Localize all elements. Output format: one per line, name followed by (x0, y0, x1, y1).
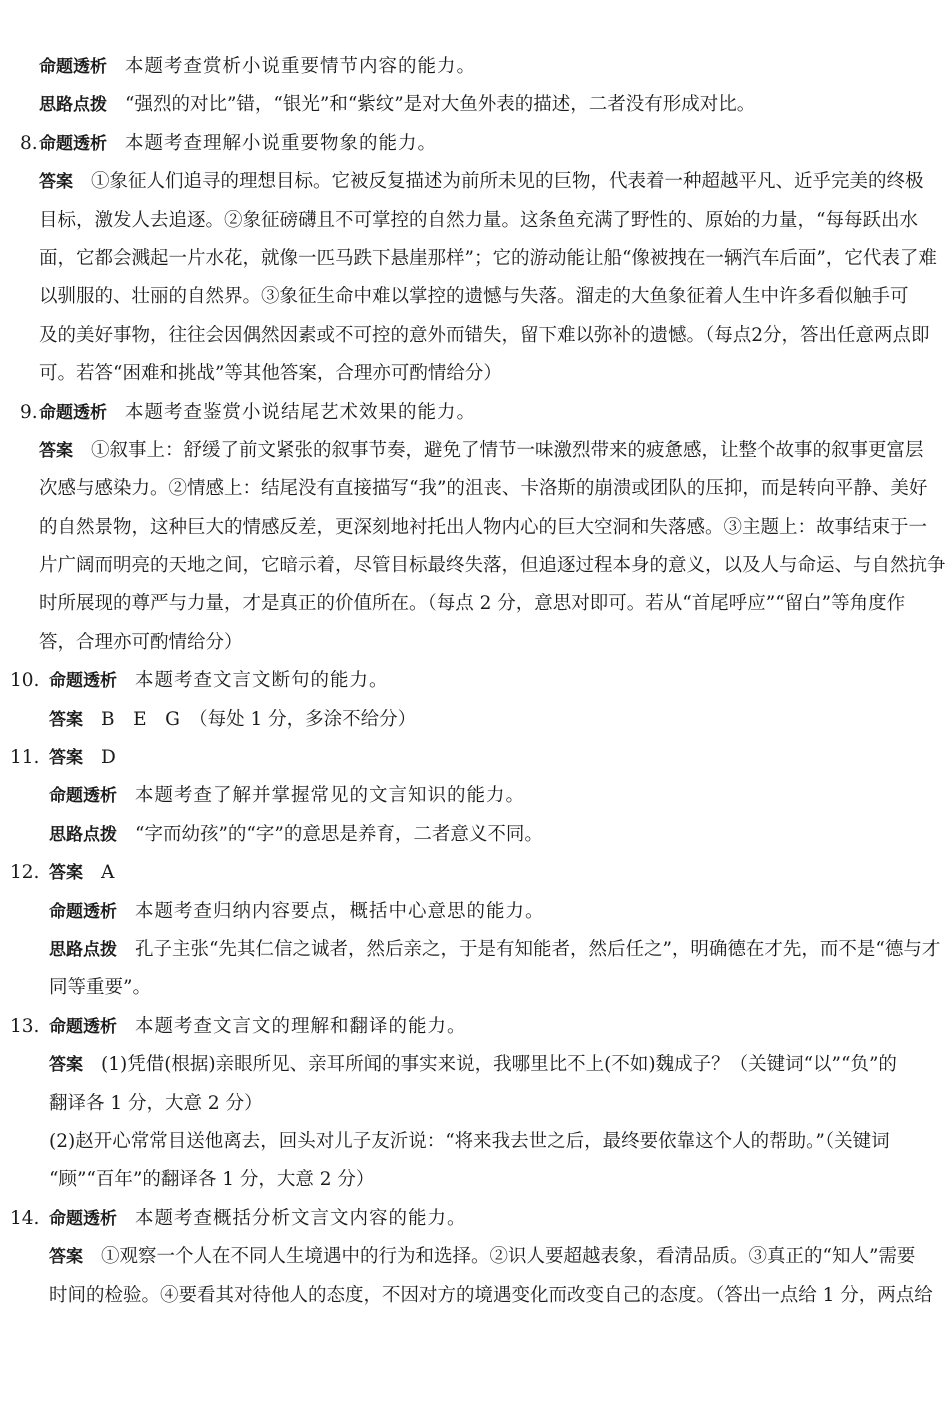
q12-answer-line (0, 854, 950, 892)
answer-text: A (101, 862, 115, 884)
answer-continuation: 时所展现的尊严与力量，才是真正的价值所在。（每点 2 分，意思对即可。若从“首尾呼应”“留白”等角度作 (39, 593, 906, 615)
question-number: 8. (20, 132, 38, 154)
q10-analysis-line (0, 662, 950, 700)
answer-page (0, 48, 950, 1315)
hint-text: 孔子主张“先其仁信之诚者，然后亲之，于是有知能者，然后任之”，明确德在才先，而不是“德与才 (135, 938, 941, 960)
q8-answer-line (0, 163, 950, 201)
answer-continuation: 面，它都会溅起一片水花，就像一匹马跌下悬崖那样”；它的游动能让船“像被拽在一辆汽车后面”，它代表了难 (39, 247, 937, 269)
analysis-label: 命题透析 (39, 402, 107, 423)
q13-answer-line (0, 1046, 950, 1084)
answer-continuation: 答，合理亦可酌情给分） (39, 631, 243, 653)
answer-continuation: 翻译各 1 分，大意 2 分） (49, 1092, 263, 1114)
q11-answer-line (0, 739, 950, 777)
answer-continuation: 的自然景物，这种巨大的情感反差，更深刻地衬托出人物内心的巨大空洞和失落感。③主题上：故事结束于一 (39, 516, 928, 538)
q9-analysis-line (0, 394, 950, 432)
analysis-text: 本题考查鉴赏小说结尾艺术效果的能力。 (125, 401, 477, 423)
answer-text: ①叙事上：舒缓了前文紧张的叙事节奏，避免了情节一味激烈带来的疲惫感，让整个故事的叙事更富层 (91, 439, 924, 461)
answer-continuation: 以驯服的、壮丽的自然界。③象征生命中难以掌控的遗憾与失落。溜走的大鱼象征着人生中许多看似触手可 (39, 286, 909, 308)
question-number: 10. (10, 670, 40, 692)
question-number: 12. (10, 862, 40, 884)
q12-analysis-line (0, 893, 950, 931)
answer-label: 答案 (49, 1055, 83, 1076)
answer-continuation: “顾”“百年”的翻译各 1 分，大意 2 分） (49, 1169, 375, 1191)
hint-continuation: 同等重要”。 (49, 977, 151, 999)
question-number: 9. (20, 401, 38, 423)
answer-continuation: 片广阔而明亮的天地之间，它暗示着，尽管目标最终失落，但追逐过程本身的意义，以及人与命运、与自然抗争 (39, 555, 946, 577)
analysis-label: 命题透析 (49, 1016, 117, 1037)
answer-label: 答案 (49, 863, 83, 884)
answer-continuation: (2)赵开心常常目送他离去，回头对儿子友沂说：“将来我去世之后，最终要依靠这个人的帮助。”（关键词 (49, 1130, 890, 1152)
question-number: 13. (10, 1015, 40, 1037)
answer-continuation: 及的美好事物，往往会因偶然因素或不可控的意外而错失，留下难以弥补的遗憾。（每点2分，答出任意两点即 (39, 324, 930, 346)
analysis-text: 本题考查归纳内容要点，概括中心意思的能力。 (135, 900, 545, 922)
answer-text: B E G （每处 1 分，多涂不给分） (101, 708, 417, 730)
analysis-label: 命题透析 (39, 133, 107, 154)
analysis-text: 本题考查赏析小说重要情节内容的能力。 (125, 56, 477, 77)
q14-answer-line (0, 1238, 950, 1276)
analysis-text: 本题考查文言文的理解和翻译的能力。 (135, 1015, 467, 1037)
q11-hint-line (0, 816, 950, 854)
q13-analysis-line (0, 1008, 950, 1046)
answer-label: 答案 (39, 172, 73, 193)
answer-label: 答案 (49, 1247, 83, 1268)
answer-continuation: 可。若答“困难和挑战”等其他答案，合理亦可酌情给分） (39, 363, 502, 385)
hint-label: 思路点拨 (39, 95, 107, 116)
analysis-label: 命题透析 (49, 786, 117, 807)
answer-text: ①象征人们追寻的理想目标。它被反复描述为前所未见的巨物，代表着一种超越平凡、近乎完美的终极 (91, 171, 924, 193)
q11-analysis-line (0, 777, 950, 815)
hint-label: 思路点拨 (49, 939, 117, 960)
hint-text: “字而幼孩”的“字”的意思是养育，二者意义不同。 (135, 823, 543, 845)
analysis-label: 命题透析 (39, 57, 107, 77)
answer-label: 答案 (49, 748, 83, 769)
answer-label: 答案 (49, 709, 83, 730)
question-number: 14. (10, 1207, 40, 1229)
answer-continuation: 时间的检验。④要看其对待他人的态度，不因对方的境遇变化而改变自己的态度。（答出一点给 1 分，两点给 (49, 1284, 933, 1306)
question-number: 11. (10, 747, 40, 769)
analysis-text: 本题考查概括分析文言文内容的能力。 (135, 1207, 467, 1229)
analysis-label: 命题透析 (49, 901, 117, 922)
analysis-label: 命题透析 (49, 671, 117, 692)
analysis-text: 本题考查理解小说重要物象的能力。 (125, 132, 438, 154)
q9-answer-line (0, 432, 950, 470)
q7-analysis-line (0, 48, 950, 86)
q8-analysis-line (0, 125, 950, 163)
answer-text: (1)凭借(根据)亲眼所见、亲耳所闻的事实来说，我哪里比不上(不如)魏成子？（关键词“以”“负”的 (101, 1054, 897, 1076)
answer-label: 答案 (39, 440, 73, 461)
hint-label: 思路点拨 (49, 824, 117, 845)
q10-answer-line (0, 701, 950, 739)
hint-text: “强烈的对比”错，“银光”和“紫纹”是对大鱼外表的描述，二者没有形成对比。 (125, 94, 756, 116)
answer-continuation: 次感与感染力。②情感上：结尾没有直接描写“我”的沮丧、卡洛斯的崩溃或团队的压抑，而是转向平静、美好 (39, 478, 928, 500)
analysis-text: 本题考查了解并掌握常见的文言知识的能力。 (135, 785, 526, 807)
q14-analysis-line (0, 1200, 950, 1238)
q12-hint-line (0, 931, 950, 969)
analysis-label: 命题透析 (49, 1208, 117, 1229)
answer-text: ①观察一个人在不同人生境遇中的行为和选择。②识人要超越表象，看清品质。③真正的“知人”需要 (101, 1246, 916, 1268)
analysis-text: 本题考查文言文断句的能力。 (135, 670, 389, 692)
answer-text: D (101, 747, 116, 769)
q7-hint-line (0, 86, 950, 124)
answer-continuation: 目标，激发人去追逐。②象征磅礴且不可掌控的自然力量。这条鱼充满了野性的、原始的力量，“每每跃出水 (39, 209, 918, 231)
